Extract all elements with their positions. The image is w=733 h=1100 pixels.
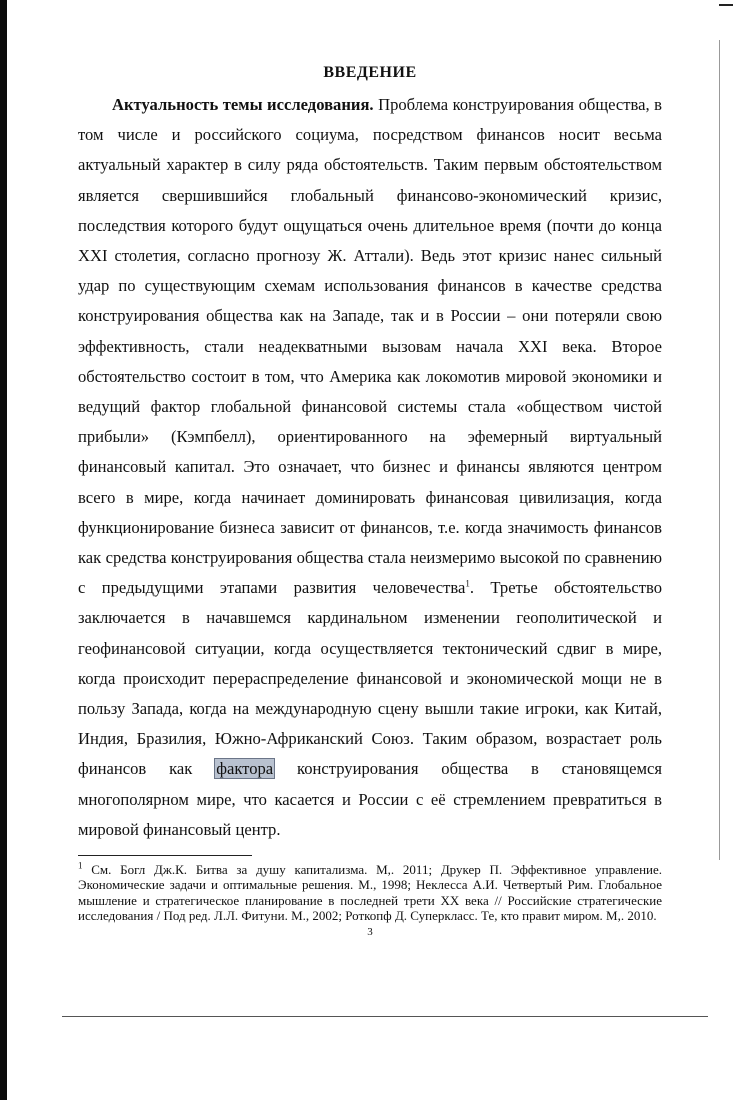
document-page xyxy=(78,58,662,938)
page-title: ВВЕДЕНИЕ xyxy=(323,64,417,81)
footnote-separator xyxy=(78,855,252,856)
footnote-reference[interactable]: 1 xyxy=(465,578,470,589)
footnote-text: См. Богл Дж.К. Битва за душу капитализма. М,. 2011; Друкер П. Эффективное управление. Экономические задачи и оптимальные решения. М., 1998; Неклесса А.И. Четвертый Рим. Глобальное мышление и стратегическое планирование в последней трети XX века // Российские стратегические исследования / Под ред. Л.Л. Фитуни. М., 2002; Роткопф Д. Суперкласс. Те, кто правит миром. М,. 2010. xyxy=(78,862,662,924)
footnote xyxy=(78,862,662,924)
paragraph-text-part-1: Проблема конструирования общества, в том числе и российского социума, посредством финансов носит весьма актуальный характер в силу ряда обстоятельств. Таким первым обстоятельством является свершившийся глобальный финансово-экономический кризис, последствия которого будут ощущаться очень длительное время (почти до конца XXI столетия, согласно прогнозу Ж. Аттали). Ведь этот кризис нанес сильный удар по существующим схемам использования финансов в качестве средства конструирования общества как на Западе, так и в России – они потеряли свою эффективность, стали неадекватными вызовам начала XXI века. Второе обстоятельство состоит в том, что Америка как локомотив мировой экономики и ведущий фактор глобальной финансовой системы стала «обществом чистой прибыли» (Кэмпбелл), ориентированного на эфемерный виртуальный финансовый капитал. Это означает, что бизнес и финансы являются центром всего в мире, когда начинает доминировать финансовая цивилизация, когда функционирование бизнеса зависит от финансов, т.е. когда значимость финансов как средства конструирования общества стала неизмеримо высокой по сравнению с предыдущими этапами развития человечества xyxy=(78,95,662,598)
page-number: 3 xyxy=(367,925,373,938)
footnote-marker: 1 xyxy=(78,860,83,871)
scan-edge-left xyxy=(0,0,7,1100)
intro-paragraph xyxy=(78,90,662,845)
highlighted-word[interactable]: фактора xyxy=(216,759,274,779)
scan-edge-right xyxy=(719,40,720,860)
paragraph-lead: Актуальность темы исследования. xyxy=(112,95,374,114)
paragraph-text-part-2: . Третье обстоятельство заключается в начавшемся кардинальном изменении геополитической и геофинансовой ситуации, когда осуществляется тектонический сдвиг в мире, когда происходит перераспределение финансовой и экономической мощи не в пользу Запада, когда на международную сцену вышли такие игроки, как Китай, Индия, Бразилия, Южно-Африканский Союз. Таким образом, возрастает роль финансов как xyxy=(78,578,662,779)
scan-bottom-line xyxy=(62,1016,708,1017)
paragraph-text-part-3: конструирования общества в становящемся многополярном мире, что касается и России с её стремлением превратиться в мировой финансовый центр. xyxy=(78,759,662,839)
scan-mark-top xyxy=(719,4,733,6)
